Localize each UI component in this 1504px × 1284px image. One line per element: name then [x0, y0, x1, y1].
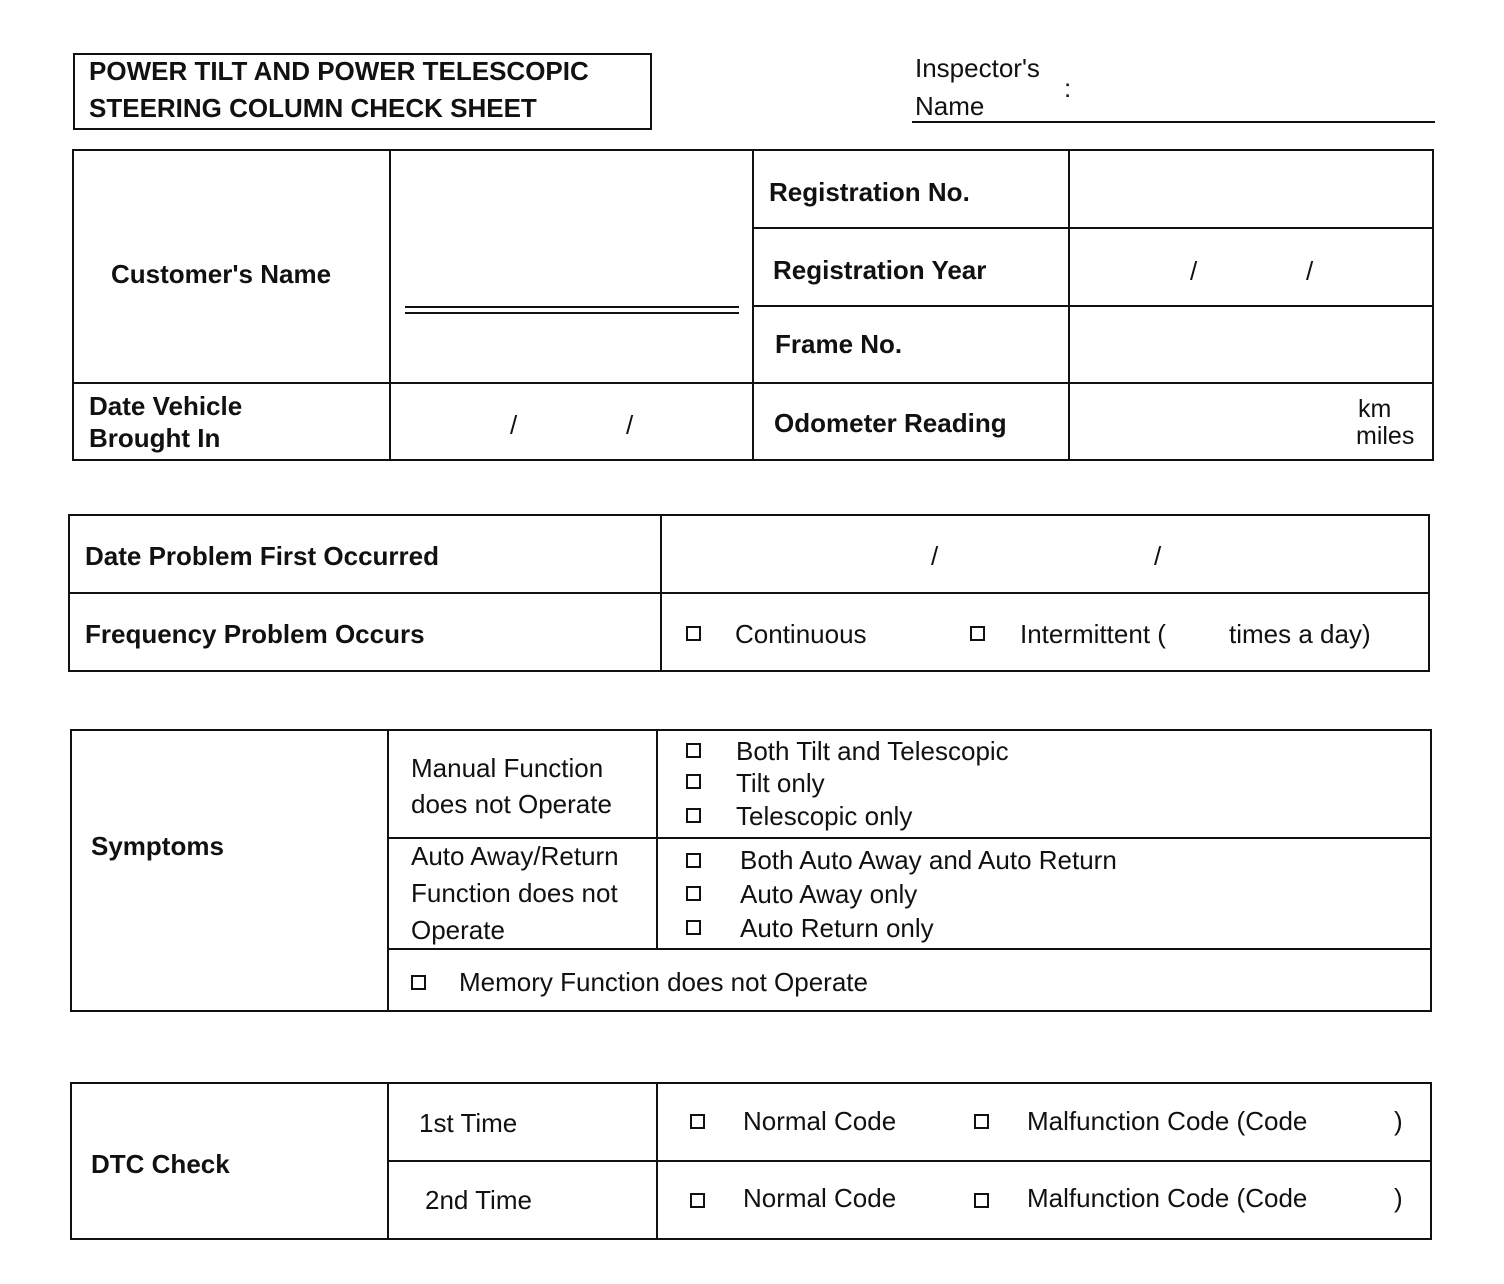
auto-function-label-line1: Auto Away/Return — [411, 841, 619, 871]
intermittent-checkbox[interactable] — [970, 626, 985, 641]
divider — [68, 592, 1430, 594]
normal-code-label: Normal Code — [743, 1106, 897, 1136]
auto-return-only-checkbox[interactable] — [686, 920, 701, 935]
divider — [388, 1160, 1431, 1162]
divider — [72, 382, 1434, 384]
memory-function-label: Memory Function does not Operate — [459, 967, 868, 997]
auto-option: Auto Away only — [740, 879, 918, 909]
continuous-checkbox[interactable] — [686, 626, 701, 641]
malfunction-code-close: ) — [1394, 1106, 1403, 1136]
normal-code-label: Normal Code — [743, 1183, 897, 1213]
manual-function-label-line2: does not Operate — [411, 789, 612, 819]
intermittent-label: Intermittent ( — [1020, 619, 1166, 649]
date-brought-in-label-line1: Date Vehicle — [89, 391, 243, 421]
auto-option: Auto Return only — [740, 913, 934, 943]
times-a-day-label: times a day) — [1229, 619, 1371, 649]
date-first-separator: / — [1154, 541, 1162, 571]
manual-option: Both Tilt and Telescopic — [736, 736, 1009, 766]
malfunction-code-label: Malfunction Code (Code — [1027, 1183, 1308, 1213]
both-tilt-telescopic-checkbox[interactable] — [686, 743, 701, 758]
symptoms-label: Symptoms — [91, 831, 224, 861]
manual-option: Tilt only — [736, 768, 825, 798]
odometer-label: Odometer Reading — [774, 408, 1007, 438]
dtc-time-label: 1st Time — [419, 1108, 518, 1138]
auto-function-label-line2: Function does not — [411, 878, 618, 908]
registration-year-separator: / — [1190, 256, 1198, 286]
registration-no-label: Registration No. — [769, 177, 970, 207]
frame-no-field[interactable] — [1072, 308, 1430, 380]
auto-option: Both Auto Away and Auto Return — [740, 845, 1117, 875]
date-first-occurred-label: Date Problem First Occurred — [85, 541, 439, 571]
normal-code-checkbox-2nd[interactable] — [690, 1193, 705, 1208]
malfunction-code-close: ) — [1394, 1183, 1403, 1213]
manual-function-label-line1: Manual Function — [411, 753, 604, 783]
inspector-label-line2: Name — [915, 91, 985, 121]
malfunction-code-checkbox-1st[interactable] — [974, 1114, 989, 1129]
sheet-title-line2: STEERING COLUMN CHECK SHEET — [89, 93, 537, 123]
customer-name-field-line[interactable] — [405, 306, 739, 308]
malfunction-code-label: Malfunction Code (Code — [1027, 1106, 1308, 1136]
continuous-label: Continuous — [735, 619, 867, 649]
dtc-time-label: 2nd Time — [425, 1185, 532, 1215]
frequency-label: Frequency Problem Occurs — [85, 619, 425, 649]
divider — [753, 227, 1433, 229]
date-brought-in-label-line2: Brought In — [89, 423, 221, 453]
malfunction-code-checkbox-2nd[interactable] — [974, 1193, 989, 1208]
memory-function-checkbox[interactable] — [411, 975, 426, 990]
inspector-colon: : — [1064, 73, 1072, 103]
inspector-name-field[interactable] — [912, 121, 1435, 123]
telescopic-only-checkbox[interactable] — [686, 808, 701, 823]
registration-year-label: Registration Year — [773, 255, 987, 285]
customer-name-field-line — [405, 312, 739, 314]
registration-year-separator: / — [1306, 256, 1314, 286]
dtc-check-label: DTC Check — [91, 1149, 230, 1179]
divider — [388, 948, 1431, 950]
odometer-unit-miles: miles — [1356, 422, 1415, 450]
divider — [656, 729, 658, 949]
divider — [753, 305, 1433, 307]
customer-name-label: Customer's Name — [111, 259, 332, 289]
both-auto-away-return-checkbox[interactable] — [686, 853, 701, 868]
divider — [389, 149, 391, 461]
odometer-unit-km: km — [1358, 395, 1392, 423]
auto-away-only-checkbox[interactable] — [686, 886, 701, 901]
registration-no-field[interactable] — [1072, 152, 1430, 226]
normal-code-checkbox-1st[interactable] — [690, 1114, 705, 1129]
tilt-only-checkbox[interactable] — [686, 774, 701, 789]
frame-no-label: Frame No. — [775, 329, 903, 359]
date-first-separator: / — [931, 541, 939, 571]
sheet-title-line1: POWER TILT AND POWER TELESCOPIC — [89, 56, 589, 86]
divider — [387, 729, 389, 1012]
date-brought-in-separator: / — [626, 410, 634, 440]
auto-function-label-line3: Operate — [411, 915, 505, 945]
inspector-label-line1: Inspector's — [915, 53, 1040, 83]
date-brought-in-separator: / — [510, 410, 518, 440]
manual-option: Telescopic only — [736, 801, 913, 831]
